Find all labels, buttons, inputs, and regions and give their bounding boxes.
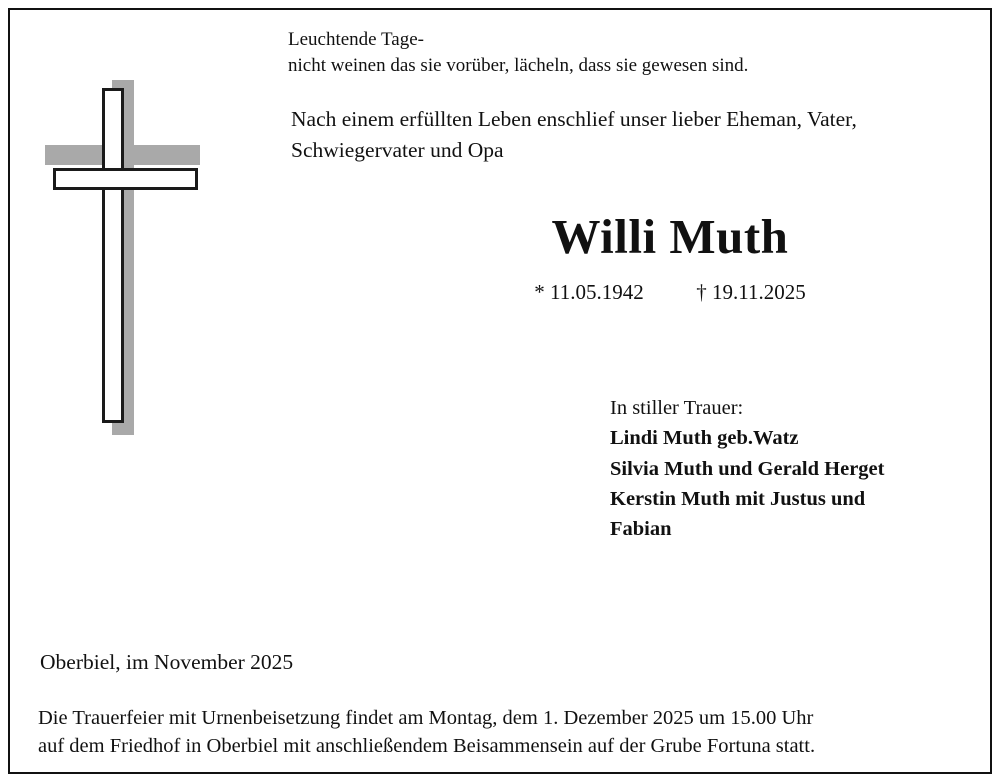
family-list [610,423,965,544]
intro-text [291,104,967,165]
family-member-1: Lindi Muth geb.Watz [610,427,799,450]
quote-line-2: nicht weinen das sie vorüber, lächeln, dass sie gewesen sind. [288,55,749,77]
birth-date: * 11.05.1942 [534,280,644,304]
family-member-4: Fabian [610,518,672,541]
cross-horizontal-bar [53,168,198,190]
cross-vertical-bar [102,88,124,423]
cross-intersection [105,171,121,187]
cross-icon [45,80,205,440]
funeral-details-line-2: auf dem Friedhof in Oberbiel mit anschließendem Beisammensein auf der Grube Fortuna statt. [38,735,816,758]
intro-line-1: Nach einem erfüllten Leben enschlief unser lieber Eheman, Vater, [291,107,857,131]
life-dates [380,280,960,305]
funeral-details [38,704,968,761]
memorial-quote [288,27,928,79]
quote-line-1: Leuchtende Tage- [288,29,424,50]
family-member-3: Kerstin Muth mit Justus und [610,487,866,510]
place-and-date: Oberbiel, im November 2025 [40,650,294,674]
funeral-details-line-1: Die Trauerfeier mit Urnenbeisetzung findet am Montag, dem 1. Dezember 2025 um 15.00 Uhr [38,707,814,729]
mourning-label: In stiller Trauer: [610,397,744,419]
deceased-name: Willi Muth [551,209,789,264]
death-date: † 19.11.2025 [696,280,806,304]
family-member-2: Silvia Muth und Gerald Herget [610,457,885,480]
intro-line-2: Schwiegervater und Opa [291,137,504,162]
mourning-block [610,393,965,545]
